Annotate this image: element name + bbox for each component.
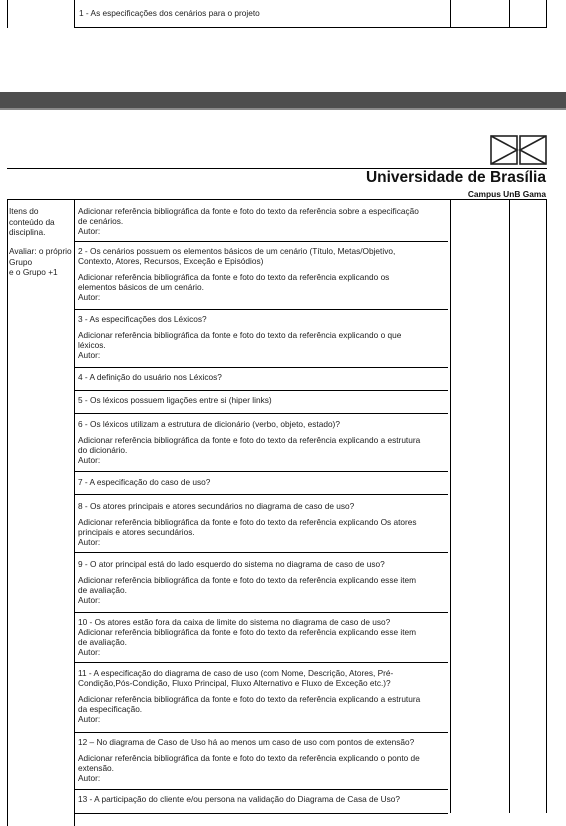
row-question-line: 8 - Os atores principais e atores secundários no diagrama de caso de uso? (78, 501, 355, 511)
row-author: Autor: (78, 226, 101, 236)
top-table-right-border (546, 0, 547, 28)
row-reference-line: Adicionar referência bibliográfica da fonte e foto do texto da referência sobre a especificação (78, 206, 419, 216)
table-left-border (7, 199, 8, 826)
row-question-line: 10 - Os atores estão fora da caixa de limite do sistema no diagrama de caso de uso? (78, 617, 391, 627)
row-author: Autor: (78, 455, 101, 465)
row-reference-line: de avaliação. (78, 637, 127, 647)
row-question-line: 7 - A especificação do caso de uso? (78, 477, 211, 487)
row-reference-line: Adicionar referência bibliográfica da fonte e foto do texto da referência explicando Os atores (78, 517, 417, 527)
row-author: Autor: (78, 773, 101, 783)
row-question-line: 4 - A definição do usuário nos Léxicos? (78, 372, 222, 382)
row-question-line: 12 – No diagrama de Caso de Uso há ao menos um caso de uso com pontos de extensão? (78, 737, 415, 747)
evaluate-label: Avaliar: o próprio Grupo e o Grupo +1 (9, 246, 72, 277)
row-reference-line: elementos básicos de um cenário. (78, 282, 204, 292)
row-question-line: 2 - Os cenários possuem os elementos básicos de um cenário (Título, Metas/Objetivo, (78, 246, 396, 256)
row-question-line: 3 - As especificações dos Léxicos? (78, 314, 207, 324)
university-name: Universidade de Brasília (365, 169, 546, 186)
row-reference-line: de cenários. (78, 216, 124, 226)
row-question-line: 13 - A participação do cliente e/ou persona na validação do Diagrama de Casa de Uso? (78, 794, 400, 804)
top-table-bottom-border (74, 27, 547, 28)
row-reference-line: Adicionar referência bibliográfica da fonte e foto do texto da referência explicando a estrutura (78, 694, 421, 704)
table-row (74, 732, 448, 790)
table-row (74, 390, 448, 414)
items-label: Itens do conteúdo da disciplina. (9, 206, 55, 237)
table-row (74, 367, 448, 391)
table-row (74, 662, 448, 733)
page-separator-shadow (0, 108, 566, 110)
row-reference-line: Adicionar referência bibliográfica da fonte e foto do texto da referência explicando o ponto de (78, 753, 420, 763)
top-table-col3-border (509, 0, 510, 28)
row-author: Autor: (78, 537, 101, 547)
table-col3-border (509, 199, 510, 813)
row-reference-line: principais e atores secundários. (78, 527, 195, 537)
table-row (74, 471, 448, 495)
table-row (74, 789, 448, 814)
row-question-line: Contexto, Atores, Recursos, Exceção e Episódios) (78, 256, 264, 266)
row-author: Autor: (78, 714, 101, 724)
table-row (74, 413, 448, 472)
table-row (74, 494, 448, 553)
row-reference-line: extensão. (78, 763, 114, 773)
row-question-line: 9 - O ator principal está do lado esquerdo do sistema no diagrama de caso de uso? (78, 559, 385, 569)
row-author: Autor: (78, 350, 101, 360)
row-reference-line: Adicionar referência bibliográfica da fonte e foto do texto da referência explicando o que (78, 330, 402, 340)
row-question-line: Condição,Pós-Condição, Fluxo Principal, Fluxo Alternativo e Fluxo de Exceção etc.)? (78, 678, 391, 688)
table-row (74, 241, 448, 310)
row-reference-line: léxicos. (78, 340, 106, 350)
row-reference-line: do dicionário. (78, 445, 128, 455)
table-col2-border (450, 199, 451, 813)
campus-name: Campus UnB Gama (467, 189, 546, 199)
row-reference-line: de avaliação. (78, 585, 127, 595)
top-table-col1-border (74, 0, 75, 28)
row-reference-line: da especificação. (78, 704, 143, 714)
table-row (74, 552, 448, 613)
row-question-line: 11 - A especificação do diagrama de caso de uso (com Nome, Descrição, Atores, Pré- (78, 668, 394, 678)
top-table-left-border (7, 0, 8, 28)
table-right-border (546, 199, 547, 813)
row-question-line: 5 - Os léxicos possuem ligações entre si (hiper links) (78, 395, 272, 405)
row-question-line: 6 - Os léxicos utilizam a estrutura de dicionário (verbo, objeto, estado)? (78, 419, 340, 429)
row-author: Autor: (78, 647, 101, 657)
table-row (74, 309, 448, 368)
row-reference-line: Adicionar referência bibliográfica da fonte e foto do texto da referência explicando a estrutura (78, 435, 421, 445)
row-author: Autor: (78, 292, 101, 302)
top-table-col2-border (450, 0, 451, 28)
row-reference-line: Adicionar referência bibliográfica da fonte e foto do texto da referência explicando os (78, 272, 390, 282)
row-reference-line: Adicionar referência bibliográfica da fonte e foto do texto da referência explicando esse item (78, 627, 417, 637)
row-reference-line: Adicionar referência bibliográfica da fonte e foto do texto da referência explicando esse item (78, 575, 417, 585)
top-table-row-text: 1 - As especificações dos cenários para o projeto (79, 8, 260, 18)
table-row (74, 199, 448, 242)
unb-logo-icon (490, 135, 548, 165)
row-author: Autor: (78, 595, 101, 605)
table-row (74, 612, 448, 663)
